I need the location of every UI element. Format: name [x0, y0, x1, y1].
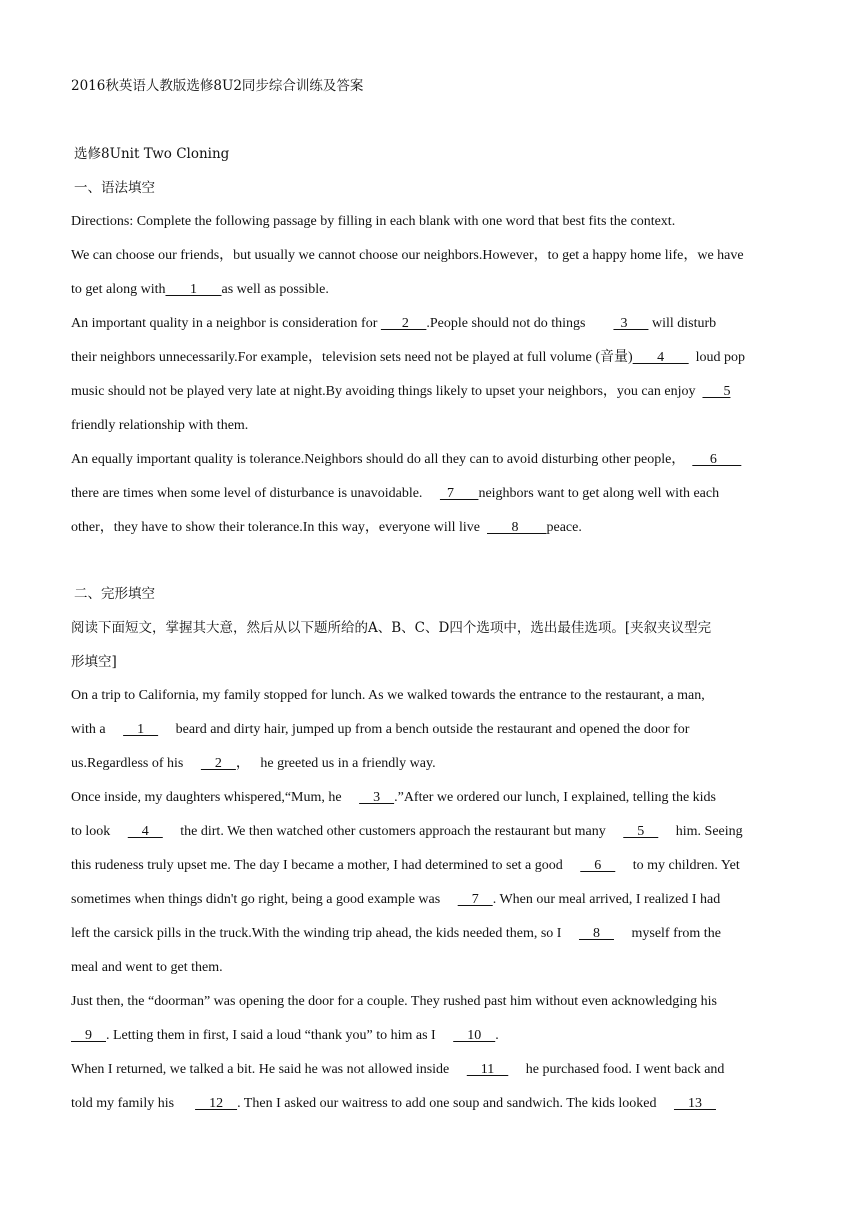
text-span: neighbors want to get along well with each — [478, 486, 720, 501]
cloze-blank-9: 9 — [71, 1028, 106, 1043]
cloze-blank-11: 11 — [466, 1062, 509, 1077]
text-span: other，they have to show their tolerance.In this way，everyone will live — [71, 520, 487, 535]
text-span: When I returned, we talked a bit. He said he was not allowed inside — [71, 1062, 467, 1077]
cloze-blank-10: 10 — [453, 1028, 496, 1043]
paragraph-line — [71, 348, 745, 368]
text-span: us.Regardless of his — [71, 756, 201, 771]
blank-7: 7 — [439, 486, 479, 501]
paragraph-line — [71, 1026, 499, 1046]
text-span: . — [495, 1028, 499, 1043]
text-span: left the carsick pills in the truck.With the winding trip ahead, the kids needed them, so I — [71, 926, 579, 941]
text-span: to my children. Yet — [615, 858, 740, 873]
text-span: . Then I asked our waitress to add one soup and sandwich. The kids looked — [237, 1096, 674, 1111]
blank-3: 3 — [613, 316, 649, 331]
text-span: there are times when some level of disturbance is unavoidable. — [71, 486, 440, 501]
text-span: ， he greeted us in a friendly way. — [235, 756, 436, 771]
text-span: their neighbors unnecessarily.For example，television sets need not be played at full volume (音量) — [71, 350, 633, 365]
text-span: .”After we ordered our lunch, I explained, telling the kids — [394, 790, 716, 805]
text-span: peace. — [546, 520, 582, 535]
blank-1: 1 — [165, 282, 222, 297]
paragraph-line — [71, 1060, 724, 1080]
cloze-blank-12: 12 — [195, 1096, 238, 1111]
section-heading-grammar: 一、语法填空 — [74, 180, 155, 196]
text-span: will disturb — [648, 316, 717, 331]
paragraph-line: We can choose our friends，but usually we cannot choose our neighbors.However，to get a happy home life，we have — [71, 248, 744, 263]
cloze-blank-8: 8 — [578, 926, 614, 941]
text-span: beard and dirty hair, jumped up from a bench outside the restaurant and opened the door for — [158, 722, 690, 737]
paragraph-line — [71, 788, 716, 808]
paragraph-line — [71, 382, 730, 402]
text-span: . Letting them in first, I said a loud “thank you” to him as I — [106, 1028, 454, 1043]
blank-2: 2 — [380, 316, 427, 331]
cloze-blank-7: 7 — [457, 892, 493, 907]
text-span: .People should not do things — [426, 316, 614, 331]
cloze-blank-2: 2 — [200, 756, 236, 771]
cloze-blank-4: 4 — [127, 824, 163, 839]
cloze-blank-5: 5 — [623, 824, 659, 839]
text-span: told my family his — [71, 1096, 196, 1111]
paragraph-line — [71, 314, 716, 334]
paragraph-line: Just then, the “doorman” was opening the door for a couple. They rushed past him without even acknowledging his — [71, 994, 717, 1009]
instruction-text: 阅读下面短文，掌握其大意，然后从以下题所给的A、B、C、D四个选项中，选出最佳选项。[夹叙夹议型完 — [71, 620, 712, 636]
paragraph-line — [71, 450, 741, 470]
directions-text: Directions: Complete the following passage by filling in each blank with one word that best fits the context. — [71, 214, 676, 229]
cloze-blank-1: 1 — [123, 722, 159, 737]
text-span: Once inside, my daughters whispered,“Mum, he — [71, 790, 360, 805]
paragraph-line — [71, 822, 743, 842]
text-span: he purchased food. I went back and — [508, 1062, 725, 1077]
paragraph-line — [71, 1094, 716, 1114]
blank-5: 5 — [702, 384, 731, 399]
cloze-blank-13: 13 — [673, 1096, 716, 1111]
blank-4: 4 — [632, 350, 689, 365]
unit-title: 选修8Unit Two Cloning — [74, 146, 230, 162]
blank-8: 8 — [487, 520, 547, 535]
text-span: with a — [71, 722, 124, 737]
cloze-blank-3: 3 — [359, 790, 395, 805]
paragraph-line — [71, 924, 721, 944]
section-heading-cloze: 二、完形填空 — [74, 586, 155, 602]
text-span: . When our meal arrived, I realized I had — [492, 892, 721, 907]
paragraph-line: On a trip to California, my family stopped for lunch. As we walked towards the entrance to the restaurant, a man, — [71, 688, 705, 703]
text-span: to look — [71, 824, 128, 839]
paragraph-line — [71, 518, 582, 538]
text-span: this rudeness truly upset me. The day I became a mother, I had determined to set a good — [71, 858, 581, 873]
paragraph-line — [71, 720, 689, 740]
text-span: as well as possible. — [221, 282, 329, 297]
text-span: to get along with — [71, 282, 166, 297]
text-span: myself from the — [613, 926, 721, 941]
text-span: An important quality in a neighbor is consideration for — [71, 316, 381, 331]
text-span: loud pop — [688, 350, 746, 365]
text-span: him. Seeing — [658, 824, 743, 839]
paragraph-line — [71, 484, 719, 504]
instruction-text: 形填空] — [71, 654, 117, 670]
blank-6: 6 — [692, 452, 742, 467]
paragraph-line — [71, 856, 740, 876]
cloze-blank-6: 6 — [580, 858, 616, 873]
text-span: music should not be played very late at night.By avoiding things likely to upset your neighbors，you can enjoy — [71, 384, 703, 399]
text-span: the dirt. We then watched other customers approach the restaurant but many — [162, 824, 624, 839]
paragraph-line — [71, 280, 329, 300]
text-span: sometimes when things didn't go right, being a good example was — [71, 892, 458, 907]
paragraph-line — [71, 754, 436, 774]
paragraph-line: friendly relationship with them. — [71, 418, 249, 433]
text-span: An equally important quality is tolerance.Neighbors should do all they can to avoid disturbing other people， — [71, 452, 693, 467]
document-title: 2016秋英语人教版选修8U2同步综合训练及答案 — [71, 78, 364, 94]
paragraph-line — [71, 890, 720, 910]
paragraph-line: meal and went to get them. — [71, 960, 223, 975]
